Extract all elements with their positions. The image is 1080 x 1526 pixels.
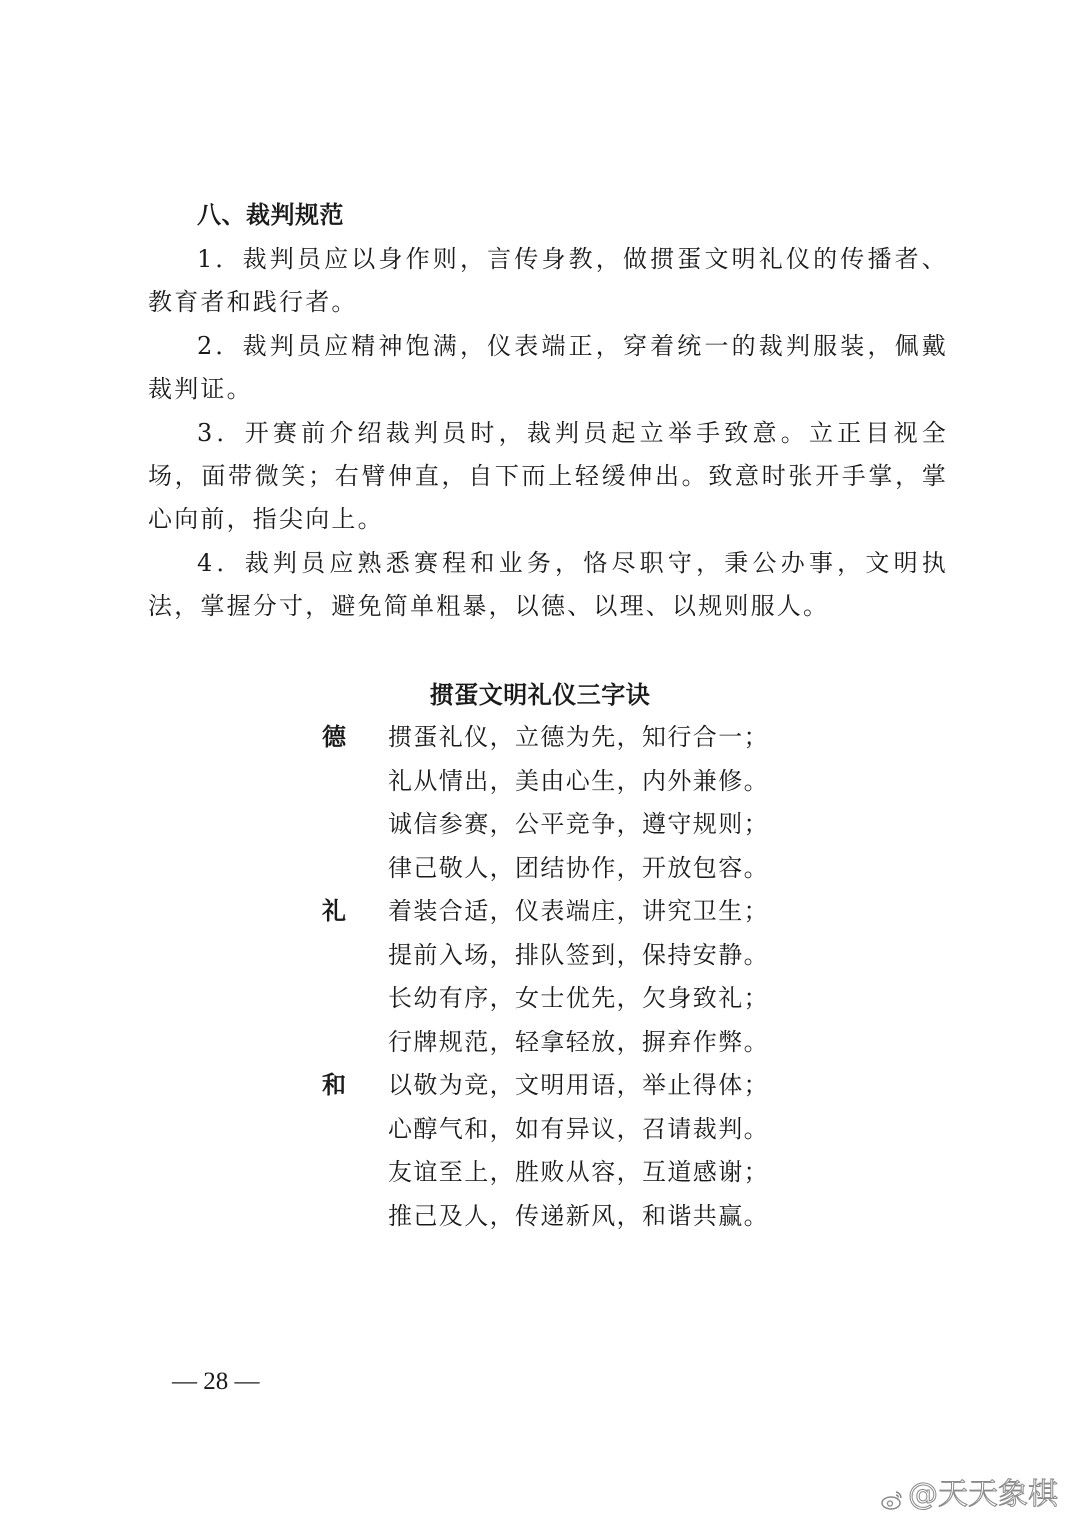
poem-line: 长幼有序，女士优先，欠身致礼； (388, 984, 769, 1012)
poem-line: 心醇气和，如有异议，召请裁判。 (388, 1115, 769, 1143)
poem-line: 提前入场，排队签到，保持安静。 (388, 941, 769, 969)
poem-line: 友谊至上，胜败从容，互道感谢； (388, 1158, 769, 1186)
poem-line: 着装合适，仪表端庄，讲究卫生； (388, 897, 769, 925)
poem-line: 掼蛋礼仪，立德为先，知行合一； (388, 723, 769, 751)
poem-line: 行牌规范，轻拿轻放，摒弃作弊。 (388, 1028, 769, 1056)
poem-group-label-li: 礼 (322, 897, 346, 925)
poem-title: 掼蛋文明礼仪三字诀 (429, 681, 651, 709)
rule-item-2: 2．裁判员应精神饱满，仪表端正，穿着统一的裁判服装，佩戴裁判证。 (148, 332, 948, 403)
poem-line: 律己敬人，团结协作，开放包容。 (388, 854, 769, 882)
poem-group-label-he: 和 (322, 1071, 346, 1099)
watermark (880, 1475, 1058, 1515)
poem-line: 以敬为竞，文明用语，举止得体； (388, 1071, 769, 1099)
weibo-logo-icon (880, 1483, 904, 1507)
poem-line: 推己及人，传递新风，和谐共赢。 (388, 1202, 769, 1230)
poem-line: 诚信参赛，公平竞争，遵守规则； (388, 810, 769, 838)
rule-item-3: 3．开赛前介绍裁判员时，裁判员起立举手致意。立正目视全场，面带微笑；右臂伸直，自下而上轻缓伸出。致意时张开手掌，掌心向前，指尖向上。 (148, 419, 948, 533)
section-heading: 八、裁判规范 (197, 201, 344, 229)
page-number: — 28 — (172, 1368, 260, 1395)
rule-item-4: 4．裁判员应熟悉赛程和业务，恪尽职守，秉公办事，文明执法，掌握分寸，避免简单粗暴，以德、以理、以规则服人。 (148, 549, 948, 620)
watermark-text: @天天象棋 (908, 1477, 1058, 1512)
poem-line: 礼从情出，美由心生，内外兼修。 (388, 767, 769, 795)
poem-group-label-de: 德 (322, 723, 346, 751)
rule-item-1: 1．裁判员应以身作则，言传身教，做掼蛋文明礼仪的传播者、教育者和践行者。 (148, 245, 948, 316)
